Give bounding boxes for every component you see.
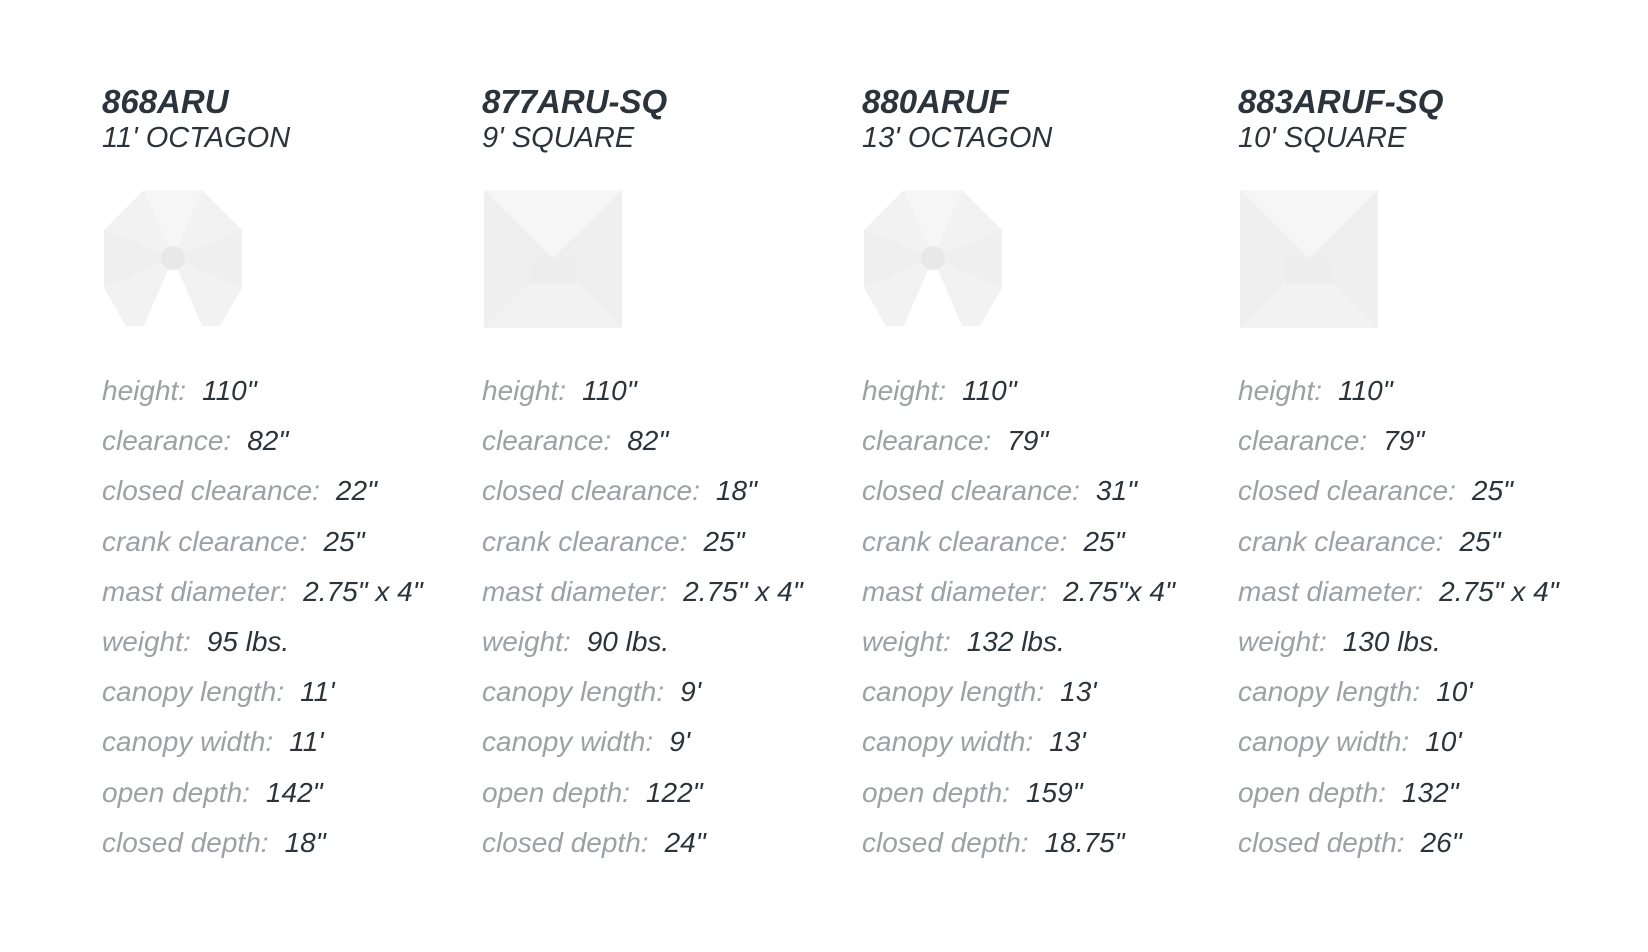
spec-row-crank-clearance: crank clearance: 25" [1238, 525, 1501, 557]
spec-row-closed-depth: closed depth: 18" [102, 826, 326, 858]
spec-row-crank-clearance: crank clearance: 25" [862, 525, 1125, 557]
spec-list [1238, 366, 1559, 868]
spec-row-mast-diameter: mast diameter: 2.75" x 4" [482, 575, 803, 607]
spec-row-canopy-length: canopy length: 9' [482, 676, 702, 708]
spec-row-open-depth: open depth: 122" [482, 776, 703, 808]
spec-row-canopy-length: canopy length: 13' [862, 676, 1097, 708]
product-column-883aruf-sq [1238, 83, 1598, 858]
spec-row-height: height: 110" [1238, 375, 1393, 406]
spec-row-clearance: clearance: 82" [102, 425, 289, 457]
product-subtitle: 9' SQUARE [482, 122, 635, 154]
spec-list [102, 366, 423, 868]
square-umbrella-icon [482, 188, 624, 330]
product-subtitle: 11' OCTAGON [102, 122, 291, 154]
spec-list [862, 366, 1175, 868]
spec-row-canopy-width: canopy width: 9' [482, 726, 691, 758]
spec-row-mast-diameter: mast diameter: 2.75" x 4" [1238, 575, 1559, 607]
spec-row-crank-clearance: crank clearance: 25" [102, 525, 365, 557]
product-column-877aru-sq [482, 83, 842, 858]
product-model: 877ARU-SQ [482, 83, 668, 120]
spec-row-closed-clearance: closed clearance: 22" [102, 475, 377, 507]
spec-row-closed-clearance: closed clearance: 31" [862, 475, 1137, 507]
spec-row-closed-depth: closed depth: 24" [482, 826, 706, 858]
spec-row-weight: weight: 95 lbs. [102, 625, 290, 657]
spec-row-open-depth: open depth: 142" [102, 776, 323, 808]
spec-row-canopy-width: canopy width: 10' [1238, 726, 1462, 758]
spec-list [482, 366, 803, 868]
product-model: 883ARUF-SQ [1238, 83, 1444, 120]
spec-row-clearance: clearance: 82" [482, 425, 669, 457]
product-column-880aruf [862, 83, 1222, 858]
spec-row-open-depth: open depth: 159" [862, 776, 1083, 808]
spec-row-canopy-width: canopy width: 11' [102, 726, 324, 758]
octagon-umbrella-icon [862, 188, 1004, 330]
spec-row-closed-depth: closed depth: 18.75" [862, 826, 1125, 858]
spec-row-canopy-length: canopy length: 11' [102, 676, 335, 708]
spec-row-open-depth: open depth: 132" [1238, 776, 1459, 808]
octagon-umbrella-icon [102, 188, 244, 330]
spec-row-weight: weight: 130 lbs. [1238, 625, 1441, 657]
spec-row-mast-diameter: mast diameter: 2.75" x 4" [102, 575, 423, 607]
spec-row-weight: weight: 132 lbs. [862, 625, 1065, 657]
spec-row-weight: weight: 90 lbs. [482, 625, 670, 657]
product-column-868aru [102, 83, 462, 858]
product-model: 880ARUF [862, 83, 1009, 120]
spec-row-height: height: 110" [482, 375, 637, 406]
product-subtitle: 13' OCTAGON [862, 122, 1053, 154]
spec-row-canopy-width: canopy width: 13' [862, 726, 1086, 758]
spec-row-mast-diameter: mast diameter: 2.75"x 4" [862, 575, 1175, 607]
spec-row-closed-clearance: closed clearance: 25" [1238, 475, 1513, 507]
spec-row-closed-clearance: closed clearance: 18" [482, 475, 757, 507]
spec-row-crank-clearance: crank clearance: 25" [482, 525, 745, 557]
spec-row-closed-depth: closed depth: 26" [1238, 826, 1462, 858]
product-subtitle: 10' SQUARE [1238, 122, 1407, 154]
spec-row-canopy-length: canopy length: 10' [1238, 676, 1473, 708]
spec-row-height: height: 110" [862, 375, 1017, 406]
spec-row-height: height: 110" [102, 375, 257, 406]
product-model: 868ARU [102, 83, 229, 120]
spec-row-clearance: clearance: 79" [862, 425, 1049, 457]
spec-row-clearance: clearance: 79" [1238, 425, 1425, 457]
square-umbrella-icon [1238, 188, 1380, 330]
